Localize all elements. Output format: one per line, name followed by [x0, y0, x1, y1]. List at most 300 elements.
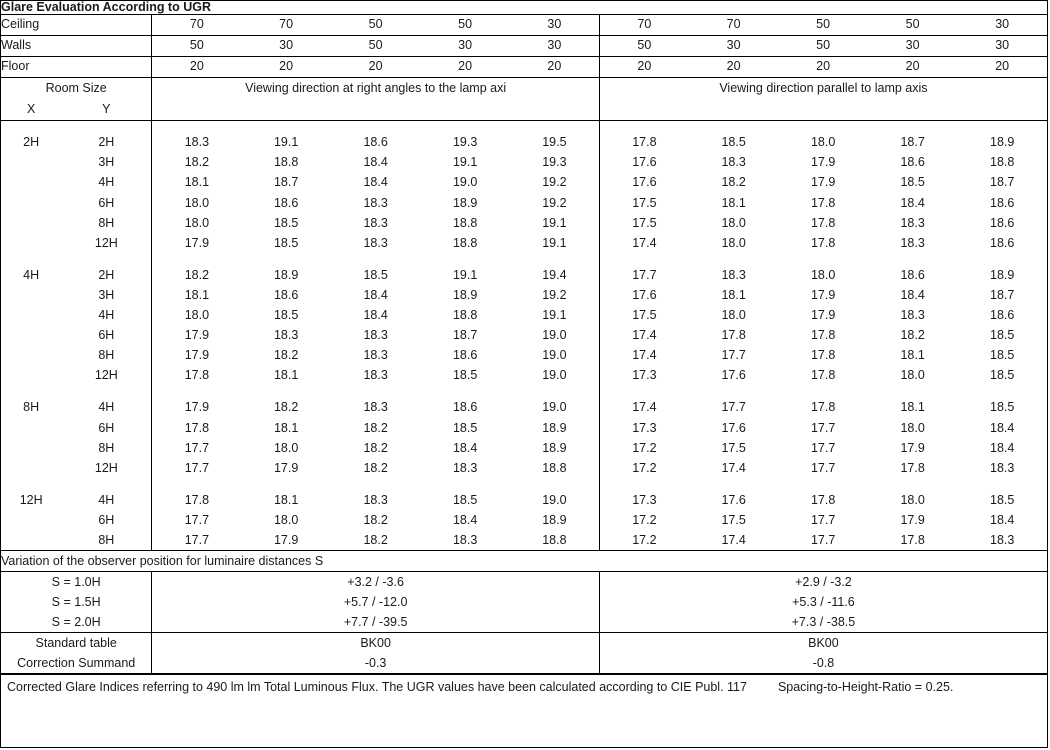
walls-value-7: 30: [689, 35, 779, 56]
cell-perp-2: 18.5: [273, 308, 299, 323]
ceiling-value-3: 50: [331, 14, 421, 35]
cell-perp-5: 19.2: [542, 175, 567, 190]
cell-par-4: 18.0: [900, 420, 925, 435]
row-x: [1, 193, 61, 213]
spacer-c7: [689, 253, 779, 265]
spacer-c10: [957, 120, 1047, 133]
cell-perp-5: 19.0: [542, 400, 567, 415]
cell-par-3: 17.8: [810, 235, 836, 250]
cell-perp-5: 18.9: [542, 512, 567, 527]
spacer-c6: [599, 386, 689, 398]
cell-par-1: 17.3: [599, 366, 689, 386]
cell-perp-4: 18.9: [452, 195, 478, 210]
walls-value-2: 30: [241, 35, 331, 56]
cell-par-1: 17.2: [599, 438, 689, 458]
cell-par-2: 18.5: [721, 135, 746, 150]
spacer-y: [61, 478, 152, 490]
cell-par-4: 18.3: [900, 215, 925, 230]
cell-par-1: 17.5: [599, 305, 689, 325]
cell-perp-3: 18.5: [363, 267, 388, 282]
variation-par-value: +2.9 / -3.2: [599, 572, 1047, 593]
cell-perp-2: 19.1: [273, 135, 299, 150]
cell-perp-5: 19.1: [542, 215, 567, 230]
table-row: [1, 418, 1047, 438]
standard-table-row: [1, 633, 1047, 654]
cell-par-2: 18.3: [721, 267, 746, 282]
cell-perp-3: 18.2: [363, 440, 388, 455]
ceiling-value-9: 50: [868, 14, 958, 35]
row-x: 8H: [23, 400, 40, 415]
page-title: Glare Evaluation According to UGR: [1, 1, 1047, 14]
row-y: 12H: [94, 368, 118, 383]
cell-perp-4: 18.7: [452, 328, 478, 343]
table-row: [1, 193, 1047, 213]
spacer-c10: [957, 478, 1047, 490]
row-y: 3H: [98, 287, 115, 302]
spacer-c1: [152, 120, 242, 133]
ceiling-value-5: 30: [510, 14, 600, 35]
floor-value-3: 20: [331, 56, 421, 77]
cell-perp-1: 17.7: [152, 530, 242, 551]
row-x: [1, 438, 61, 458]
cell-par-4: 17.8: [868, 530, 958, 551]
row-y: 2H: [98, 267, 115, 282]
cell-par-2: 17.6: [721, 368, 746, 383]
variation-par-value: +5.3 / -11.6: [599, 592, 1047, 612]
cell-perp-1: 18.0: [152, 213, 242, 233]
ceiling-value-7: 70: [689, 14, 779, 35]
cell-par-4: 18.2: [900, 328, 925, 343]
cell-par-5: 18.8: [990, 155, 1015, 170]
spacer-y: [61, 386, 152, 398]
row-y: 2H: [98, 135, 115, 150]
cell-par-3: 18.0: [810, 135, 836, 150]
cell-perp-3: 18.4: [363, 155, 388, 170]
spacer-c6: [599, 478, 689, 490]
cell-perp-2: 18.6: [273, 287, 299, 302]
reflectance-label-walls: Walls: [1, 35, 152, 56]
ugr-table: [1, 1, 1047, 674]
cell-perp-4: 18.8: [452, 308, 478, 323]
cell-par-4: 17.9: [900, 440, 925, 455]
perp-col-2: [241, 99, 331, 121]
correction-summand-perp: -0.3: [152, 653, 600, 674]
cell-perp-4: 18.5: [452, 420, 478, 435]
spacer-x: [1, 253, 61, 265]
cell-perp-1: 17.9: [152, 345, 242, 365]
cell-par-5: 18.3: [957, 530, 1047, 551]
cell-par-2: 17.6: [721, 492, 746, 507]
row-x: [1, 530, 61, 551]
correction-summand-label: Correction Summand: [1, 653, 152, 674]
cell-perp-1: 17.9: [152, 398, 242, 418]
row-x: [1, 305, 61, 325]
spacer-c3: [331, 253, 421, 265]
row-x: [1, 285, 61, 305]
spacer-row: [1, 253, 1047, 265]
cell-perp-1: 18.2: [152, 153, 242, 173]
room-size-header: Room Size: [45, 80, 107, 95]
cell-par-1: 17.5: [599, 193, 689, 213]
row-y: 3H: [98, 155, 115, 170]
floor-value-2: 20: [241, 56, 331, 77]
spacer-c2: [241, 120, 331, 133]
table-row: [1, 173, 1047, 193]
cell-par-3: 17.8: [810, 492, 836, 507]
cell-perp-3: 18.2: [363, 460, 388, 475]
spacer-c2: [241, 478, 331, 490]
cell-par-2: 17.7: [721, 348, 746, 363]
cell-par-5: 18.6: [990, 235, 1015, 250]
row-x: [1, 510, 61, 530]
spacer-c1: [152, 478, 242, 490]
reflectance-label-floor: Floor: [1, 56, 152, 77]
table-row: [1, 265, 1047, 285]
cell-par-1: 17.7: [599, 265, 689, 285]
cell-par-1: 17.4: [599, 325, 689, 345]
spacer-c4: [420, 386, 510, 398]
cell-par-3: 17.7: [810, 440, 836, 455]
cell-par-3: 17.7: [778, 530, 868, 551]
cell-par-1: 17.2: [599, 458, 689, 478]
cell-perp-5: 18.9: [542, 440, 567, 455]
table-row: [1, 305, 1047, 325]
correction-summand-par: -0.8: [599, 653, 1047, 674]
cell-perp-3: 18.2: [363, 512, 388, 527]
cell-par-3: 17.9: [810, 175, 836, 190]
cell-perp-3: 18.4: [363, 175, 388, 190]
cell-perp-1: 17.8: [152, 366, 242, 386]
walls-value-4: 30: [420, 35, 510, 56]
row-y: 12H: [94, 460, 118, 475]
cell-par-3: 17.9: [810, 287, 836, 302]
cell-par-2: 17.8: [721, 328, 746, 343]
row-y: 12H: [94, 235, 118, 250]
x-header: X: [1, 99, 61, 121]
ceiling-value-2: 70: [241, 14, 331, 35]
spacer-c5: [510, 478, 600, 490]
cell-par-5: 18.5: [990, 348, 1015, 363]
ceiling-value-8: 50: [778, 14, 868, 35]
floor-value-10: 20: [957, 56, 1047, 77]
cell-perp-3: 18.3: [363, 215, 388, 230]
spacer-c9: [868, 386, 958, 398]
cell-perp-3: 18.3: [363, 368, 388, 383]
cell-par-1: 17.3: [599, 490, 689, 510]
table-row: [1, 398, 1047, 418]
cell-par-2: 18.1: [721, 195, 746, 210]
cell-perp-4: 19.3: [452, 135, 478, 150]
cell-par-5: 18.9: [990, 135, 1015, 150]
row-x: 2H: [23, 135, 40, 150]
cell-perp-2: 18.0: [273, 512, 299, 527]
cell-perp-5: 19.2: [542, 195, 567, 210]
viewing-direction-perpendicular-header: Viewing direction at right angles to the lamp axi: [152, 77, 600, 99]
cell-perp-2: 18.0: [273, 440, 299, 455]
cell-par-1: 17.6: [599, 153, 689, 173]
spacer-c7: [689, 478, 779, 490]
cell-perp-5: 19.0: [542, 492, 567, 507]
cell-perp-4: 18.3: [452, 460, 478, 475]
cell-par-5: 18.9: [990, 267, 1015, 282]
cell-perp-3: 18.3: [363, 328, 388, 343]
table-row: [1, 510, 1047, 530]
par-col-3: [778, 99, 868, 121]
cell-perp-1: 18.0: [152, 305, 242, 325]
title-row: [1, 1, 1047, 14]
spacer-x: [1, 386, 61, 398]
table-row: [1, 285, 1047, 305]
reflectance-row-walls: [1, 35, 1047, 56]
row-y: 4H: [98, 400, 115, 415]
cell-perp-5: 19.3: [542, 155, 567, 170]
cell-par-1: 17.4: [599, 345, 689, 365]
row-x: 4H: [23, 267, 40, 282]
cell-par-5: 18.4: [990, 512, 1015, 527]
spacer-c8: [778, 386, 868, 398]
cell-par-4: 18.5: [900, 175, 925, 190]
table-row: [1, 133, 1047, 153]
floor-value-6: 20: [599, 56, 689, 77]
cell-perp-3: 18.4: [363, 287, 388, 302]
cell-par-2: 17.5: [721, 512, 746, 527]
cell-par-3: 17.8: [810, 348, 836, 363]
cell-perp-1: 18.2: [152, 265, 242, 285]
cell-par-2: 18.0: [721, 308, 746, 323]
cell-par-3: 18.0: [810, 267, 836, 282]
cell-par-3: 17.9: [810, 155, 836, 170]
cell-perp-1: 18.1: [152, 173, 242, 193]
cell-perp-3: 18.3: [363, 348, 388, 363]
row-x: [1, 345, 61, 365]
cell-perp-4: 18.3: [420, 530, 510, 551]
variation-label: S = 1.5H: [51, 595, 101, 610]
spacer-c3: [331, 120, 421, 133]
cell-par-5: 18.3: [990, 460, 1015, 475]
spacer-row: [1, 478, 1047, 490]
cell-perp-4: 18.5: [452, 492, 478, 507]
cell-par-1: 17.3: [599, 418, 689, 438]
row-y: 4H: [98, 308, 115, 323]
cell-perp-3: 18.2: [331, 530, 421, 551]
variation-label: S = 1.0H: [51, 575, 101, 590]
cell-perp-1: 18.1: [152, 285, 242, 305]
walls-value-6: 50: [599, 35, 689, 56]
table-row: [1, 366, 1047, 386]
cell-perp-4: 18.6: [452, 400, 478, 415]
footer-note-text: Corrected Glare Indices referring to 490 lm lm Total Luminous Flux. The UGR values have been calculated according to CIE Publ. 117: [7, 680, 747, 695]
spacer-c2: [241, 386, 331, 398]
cell-perp-5: 19.4: [542, 267, 567, 282]
cell-par-4: 18.3: [900, 308, 925, 323]
reflectance-label-ceiling: Ceiling: [1, 14, 152, 35]
cell-perp-2: 18.8: [273, 155, 299, 170]
par-col-4: [868, 99, 958, 121]
walls-value-3: 50: [331, 35, 421, 56]
row-y: 4H: [98, 175, 115, 190]
spacer-c2: [241, 253, 331, 265]
cell-par-4: 18.0: [900, 492, 925, 507]
spacer-c10: [957, 253, 1047, 265]
spacer-y: [61, 253, 152, 265]
cell-perp-5: 19.2: [542, 287, 567, 302]
cell-par-4: 18.0: [900, 368, 925, 383]
cell-perp-2: 18.5: [273, 215, 299, 230]
variation-perp-value: +3.2 / -3.6: [152, 572, 600, 593]
perp-col-4: [420, 99, 510, 121]
ceiling-value-6: 70: [599, 14, 689, 35]
cell-perp-2: 17.9: [241, 530, 331, 551]
floor-value-4: 20: [420, 56, 510, 77]
column-header-row: [1, 77, 1047, 99]
cell-perp-1: 17.7: [152, 510, 242, 530]
cell-par-2: 18.0: [721, 235, 746, 250]
cell-perp-2: 18.6: [273, 195, 299, 210]
cell-par-5: 18.6: [990, 308, 1015, 323]
row-y: 6H: [98, 420, 115, 435]
row-y: 6H: [98, 328, 115, 343]
cell-perp-4: 18.4: [452, 440, 478, 455]
row-x: 12H: [19, 492, 43, 507]
cell-perp-4: 18.6: [452, 348, 478, 363]
cell-perp-4: 18.8: [452, 235, 478, 250]
cell-par-2: 17.4: [689, 530, 779, 551]
floor-value-9: 20: [868, 56, 958, 77]
variation-label: S = 2.0H: [1, 612, 152, 633]
spacer-row: [1, 386, 1047, 398]
spacer-c4: [420, 120, 510, 133]
par-col-2: [689, 99, 779, 121]
cell-perp-3: 18.3: [363, 400, 388, 415]
correction-summand-row: [1, 653, 1047, 674]
y-header: Y: [61, 99, 152, 121]
row-x: [1, 418, 61, 438]
spacer-c3: [331, 478, 421, 490]
cell-par-5: 18.7: [990, 175, 1015, 190]
walls-value-8: 50: [778, 35, 868, 56]
cell-perp-5: 19.0: [542, 348, 567, 363]
reflectance-row-floor: [1, 56, 1047, 77]
standard-table-par: BK00: [599, 633, 1047, 654]
spacer-c5: [510, 386, 600, 398]
cell-par-3: 17.8: [810, 215, 836, 230]
cell-par-4: 18.1: [900, 348, 925, 363]
ceiling-value-4: 50: [420, 14, 510, 35]
cell-perp-3: 18.2: [363, 420, 388, 435]
cell-perp-1: 17.9: [152, 325, 242, 345]
cell-par-5: 18.7: [990, 287, 1015, 302]
table-row: [1, 438, 1047, 458]
spacer-c9: [868, 253, 958, 265]
cell-perp-1: 17.9: [152, 233, 242, 253]
spacer-c1: [152, 253, 242, 265]
cell-par-2: 18.3: [721, 155, 746, 170]
par-col-1: [599, 99, 689, 121]
cell-par-5: 18.6: [990, 195, 1015, 210]
row-x: [1, 173, 61, 193]
row-x: [1, 153, 61, 173]
row-y: 8H: [98, 215, 115, 230]
cell-perp-5: 19.1: [542, 235, 567, 250]
spacer-c7: [689, 386, 779, 398]
floor-value-1: 20: [152, 56, 242, 77]
cell-perp-2: 17.9: [273, 460, 299, 475]
cell-par-4: 18.7: [900, 135, 925, 150]
cell-par-2: 17.5: [721, 440, 746, 455]
cell-par-1: 17.6: [599, 285, 689, 305]
row-y: 6H: [98, 195, 115, 210]
cell-par-3: 17.8: [810, 368, 836, 383]
cell-par-3: 17.7: [810, 512, 836, 527]
cell-perp-5: 19.1: [542, 308, 567, 323]
spacer-x: [1, 478, 61, 490]
cell-par-3: 17.7: [810, 420, 836, 435]
cell-perp-4: 18.4: [452, 512, 478, 527]
spacer-c4: [420, 478, 510, 490]
floor-value-5: 20: [510, 56, 600, 77]
cell-par-2: 18.1: [721, 287, 746, 302]
perp-col-5: [510, 99, 600, 121]
floor-value-8: 20: [778, 56, 868, 77]
reflectance-row-ceiling: [1, 14, 1047, 35]
variation-row-1.5h: [1, 592, 1047, 612]
cell-par-5: 18.5: [990, 328, 1015, 343]
variation-header: Variation of the observer position for luminaire distances S: [1, 551, 1047, 572]
row-y: 8H: [61, 530, 152, 551]
spacer-c10: [957, 386, 1047, 398]
spacer-y: [61, 120, 152, 133]
cell-perp-2: 18.9: [273, 267, 299, 282]
row-x: [1, 458, 61, 478]
cell-par-5: 18.4: [990, 420, 1015, 435]
walls-value-1: 50: [152, 35, 242, 56]
floor-value-7: 20: [689, 56, 779, 77]
spacer-row: [1, 120, 1047, 133]
cell-perp-5: 18.8: [510, 530, 600, 551]
variation-row-1.0h: [1, 572, 1047, 593]
footer-note: [1, 674, 1047, 694]
perp-col-3: [331, 99, 421, 121]
cell-par-5: 18.4: [990, 440, 1015, 455]
spacer-c5: [510, 253, 600, 265]
cell-perp-5: 18.9: [542, 420, 567, 435]
table-row: [1, 153, 1047, 173]
cell-perp-5: 19.0: [542, 368, 567, 383]
cell-par-1: 17.2: [599, 510, 689, 530]
cell-perp-2: 18.1: [273, 420, 299, 435]
cell-par-1: 17.4: [599, 233, 689, 253]
variation-perp-value: +5.7 / -12.0: [152, 592, 600, 612]
spacer-c6: [599, 253, 689, 265]
cell-perp-4: 19.1: [452, 155, 478, 170]
cell-perp-4: 18.5: [452, 368, 478, 383]
cell-perp-2: 18.5: [273, 235, 299, 250]
spacer-c3: [331, 386, 421, 398]
cell-par-3: 17.9: [810, 308, 836, 323]
cell-perp-5: 19.0: [542, 328, 567, 343]
spacer-c9: [868, 120, 958, 133]
standard-table-label: Standard table: [35, 636, 117, 651]
walls-value-10: 30: [957, 35, 1047, 56]
cell-par-1: 17.6: [599, 173, 689, 193]
par-col-5: [957, 99, 1047, 121]
cell-perp-2: 18.1: [273, 368, 299, 383]
spacer-c1: [152, 386, 242, 398]
cell-perp-5: 19.5: [542, 135, 567, 150]
cell-par-2: 18.2: [721, 175, 746, 190]
cell-par-2: 17.4: [721, 460, 746, 475]
cell-perp-4: 18.8: [452, 215, 478, 230]
